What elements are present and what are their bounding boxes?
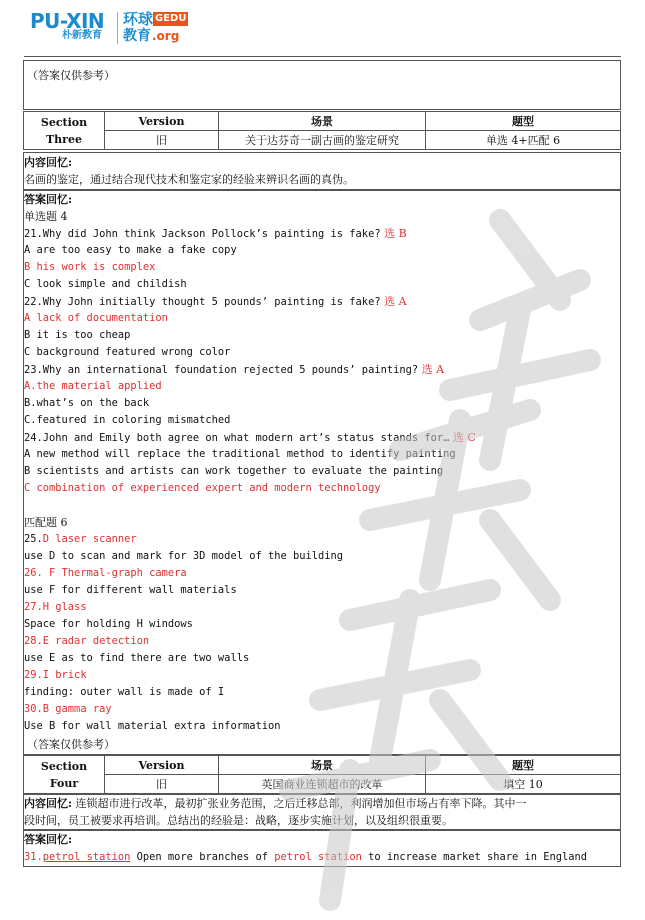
match-num: 26. [24,567,43,579]
mc-line [24,344,230,361]
mc-line-text: 23.Why an international foundation rejected 5 pounds’ painting? [24,364,419,376]
match-answer: D laser scanner [42,533,137,545]
mc-line-text: 21.Why did John think Jackson Pollock’s painting is fake? [24,228,381,240]
match-answer: H glass [42,601,87,613]
match-answer: B gamma ray [42,703,112,715]
section4-scene: 英国商业连锁超市的改革 [219,775,426,794]
mc-answer-mark: 选 A [418,363,445,376]
bottom-note: （答案仅供参考） [27,738,115,751]
q31-mid: Open more branches of [130,851,275,863]
section4-answer-label: 答案回忆: [24,833,73,846]
mc-line [24,327,130,344]
mc-line [24,310,168,327]
match-num: 28. [24,635,43,647]
mc-line-text: A lack of documentation [24,312,168,324]
section3-header-type: 题型 [426,112,621,131]
mc-line [24,378,162,395]
mc-line-text: B.what’s on the back [24,397,150,409]
q31-answer-repeat: petrol station [274,851,362,863]
mc-answer-mark: 选 A [380,295,407,308]
match-description: finding: outer wall is made of I [24,686,225,698]
match-answer: F Thermal-graph camera [42,567,187,579]
section3-version: 旧 [105,131,219,150]
q31-num: 31. [24,851,43,863]
match-answer: E radar detection [42,635,150,647]
mc-line-text: C.featured in coloring mismatched [24,414,231,426]
q31-line [24,849,587,866]
match-description: Space for holding H windows [24,618,193,630]
gedu-logo-sub: 教育 [123,28,151,44]
mc-answer-mark: 选 B [380,227,407,240]
section4-content-line2: 段时间，员工被要求再培训。总结出的经验是：战略，逐步实施计划，以及组织很重要。 [24,814,453,827]
mc-line [24,480,381,497]
section4-header-version: Version [105,756,219,775]
match-answer-line [24,701,112,718]
match-description: use D to scan and mark for 3D model of the building [24,550,344,562]
mc-line-text: C look simple and childish [24,278,187,290]
mc-line-text: B his work is complex [24,261,156,273]
mc-line [24,293,407,311]
match-num: 25. [24,533,43,545]
section3-scene: 关于达芬奇一副古画的鉴定研究 [219,131,426,150]
mc-line [24,361,444,379]
section3-label-cell [24,112,105,150]
section4-version: 旧 [105,775,219,794]
section4-header-scene: 场景 [219,756,426,775]
mc-line [24,276,187,293]
mc-line-text: A.the material applied [24,380,162,392]
mc-line-text: 24.John and Emily both agree on what modern art’s status stands for… [24,432,450,444]
q31-tail: to increase market share in England [361,851,588,863]
section3-content-label: 内容回忆: [24,156,73,169]
mc-line-text: 22.Why John initially thought 5 pounds’ painting is fake? [24,296,381,308]
gedu-logo-text: 环球 [123,10,154,28]
mc-line-text: C background featured wrong color [24,346,231,358]
section3-section: Three [46,132,82,146]
top-note: （答案仅供参考） [27,69,115,82]
mc-line-text: B it is too cheap [24,329,131,341]
mc-line [24,242,237,259]
puxin-logo-sub: 朴新教育 [62,30,102,41]
section4-content-text1: 连锁超市进行改革，最初扩张业务范围，之后迁移总部，利润增加但市场占有率下降。其中一 [72,797,527,810]
mc-line-text: A new method will replace the traditional method to identify painting [24,448,456,460]
section3-content: 名画的鉴定，通过结合现代技术和鉴定家的经验来辨识名画的真伪。 [24,173,354,186]
mc-answer-mark: 选 C [449,431,476,444]
q31-answer: petrol station [42,851,131,863]
section3-header-version: Version [105,112,219,131]
section4-content-line1 [24,795,527,812]
match-answer-line [24,599,87,616]
section3-header-section: Section [40,115,88,129]
mc-line [24,259,155,276]
mc-line [24,463,443,480]
match-description: Use B for wall material extra information [24,720,281,732]
mc-line [24,395,149,412]
mc-line-text: B scientists and artists can work together to evaluate the painting [24,465,444,477]
gedu-badge: GEDU [155,13,187,24]
mc-line [24,225,407,243]
puxin-logo: PU-XIN [30,9,105,33]
match-answer: I brick [42,669,87,681]
match-num: 30. [24,703,43,715]
section4-type: 填空 10 [426,775,621,794]
match-description: use E as to find there are two walls [24,652,250,664]
section3-table [23,111,621,150]
page-header [0,0,645,58]
match-answer-line [24,633,149,650]
match-description: use F for different wall materials [24,584,237,596]
logo-divider [117,12,118,44]
mc-title: 单选题 4 [24,210,68,223]
section3-answer-label: 答案回忆: [24,193,73,206]
match-answer-line [24,531,137,548]
section4-header-type: 题型 [426,756,621,775]
mc-line [24,429,476,447]
section4-content-label: 内容回忆: [24,797,73,810]
match-answer-line [24,667,87,684]
match-answer-line [24,565,187,582]
header-rule [24,56,621,57]
match-title: 匹配题 6 [24,516,68,529]
match-num: 27. [24,601,43,613]
section4-table [23,755,621,794]
section4-header-section: Section [40,759,88,773]
gedu-domain: .org [152,29,180,43]
match-num: 29. [24,669,43,681]
section4-label-cell [24,756,105,794]
mc-line-text: A are too easy to make a fake copy [24,244,237,256]
mc-line [24,412,230,429]
mc-line-text: C combination of experienced expert and modern technology [24,482,381,494]
section3-header-scene: 场景 [219,112,426,131]
mc-line [24,446,456,463]
section4-section: Four [49,776,79,790]
section3-type: 单选 4+匹配 6 [426,131,621,150]
